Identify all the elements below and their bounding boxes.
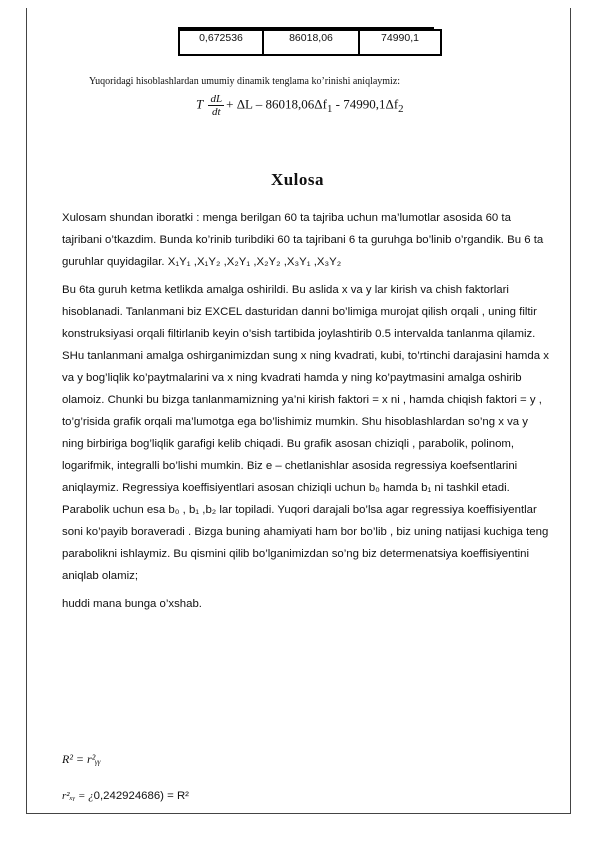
formula-result-value: 0,242924686) = R² — [93, 790, 189, 802]
paragraph: Xulosam shundan iboratki : menga berilgan 60 ta tajriba uchun ma’lumotlar asosida 60 ta tajribani o’tkazdim. Bunda ko’rinib turibdiki 60 ta tajribani 6 ta guruhga bo’linib o’rgandik. Bu 6 ta guruhlar quyidagilar. X₁Y₁ ,X₁Y₂ ,X₂Y₁ ,X₂Y₂ ,X₃Y₁ ,X₃Y₂ — [62, 212, 544, 268]
section-heading: Xulosa — [270, 170, 325, 189]
equation-rest: + ΔL – 86018,06Δf — [226, 96, 327, 112]
results-table — [178, 29, 442, 56]
table-row — [179, 30, 441, 55]
dynamic-equation — [196, 93, 404, 118]
conclusion-text — [62, 207, 552, 621]
formula-result-prefix: r²ₓᵧ = ¿ — [62, 790, 94, 802]
formula-result — [62, 790, 189, 802]
fraction-denominator: dt — [212, 106, 221, 118]
equation-sub1: 1 — [326, 103, 333, 116]
fraction-numerator: dL — [210, 93, 223, 105]
paragraph: huddi mana bunga o’xshab. — [62, 598, 202, 610]
equation-minus: - 74990,1Δf — [332, 96, 399, 112]
equation-fraction — [208, 93, 224, 118]
equation-T: T — [196, 96, 204, 112]
equation-sub2: 2 — [398, 103, 404, 116]
paragraph: Bu 6ta guruh ketma ketlikda amalga oshirildi. Bu aslida x va y lar kirish va chish faktorlari hisoblanadi. Tanlanmani biz EXCEL dasturidan danni bo’limiga murojat qilish orqali , uning filtir konstruksiyasi orqali filtirlanib keyin o’sish tartibida joylashtirib 0.5 intervalda tanlanma qilamiz. SHu tanlanmani amalga oshirganimizdan sung x ning kvadrati, kubi, to’rtinchi darajasini hamda x va y bog’liqlik ko’paytmalarini va x ning kvadrati hamda y ning ko’paytmasini amalga oshirib olamoiz. Chunki bu bizga tanlanmamizning ya’ni kirish faktori = x ni , hamda chiqish faktori = y , to’g’risida grafik orqali ma’lumotga ega bo’lishimiz mumkin. Shu hisoblashlardan so’ng x va y ning birbiriga bog’liqlik garafigi kelib chiqadi. Bu grafik asosan chiziqli , parabolik, polinom, logarifmik, integralli bo’lishi mumkin. Biz e – chetlanishlar asosida regressiya koefsentlarini aniqlaymiz. Regressiya koeffisiyentlari asosan chiziqli uchun b₀ hamda b₁ ni tashkil etadi. Parabolik uchun esa b₀ , b₁ ,b₂ lar topiladi. Yuqori darajali bo’lsa agar regressiya koeffisiyentlar soni ko’payib boraveradi . Bizga buning ahamiyati ham bor bo’lib , biz uning natijasi kuchiga teng parabolikni ishlaymiz. Bu qismini qilib bo’lganimizdan so’ng biz determenatsiya koeffisiyentini aniqlab olamiz; — [62, 284, 549, 582]
table-cell: 86018,06 — [263, 30, 359, 55]
formula-r-squared: R² = r²ᵧᵧ — [62, 752, 101, 766]
table-cell: 0,672536 — [179, 30, 263, 55]
equation-intro: Yuqoridagi hisoblashlardan umumiy dinamik tenglama ko’rinishi aniqlaymiz: — [89, 76, 401, 87]
table-cell: 74990,1 — [359, 30, 441, 55]
